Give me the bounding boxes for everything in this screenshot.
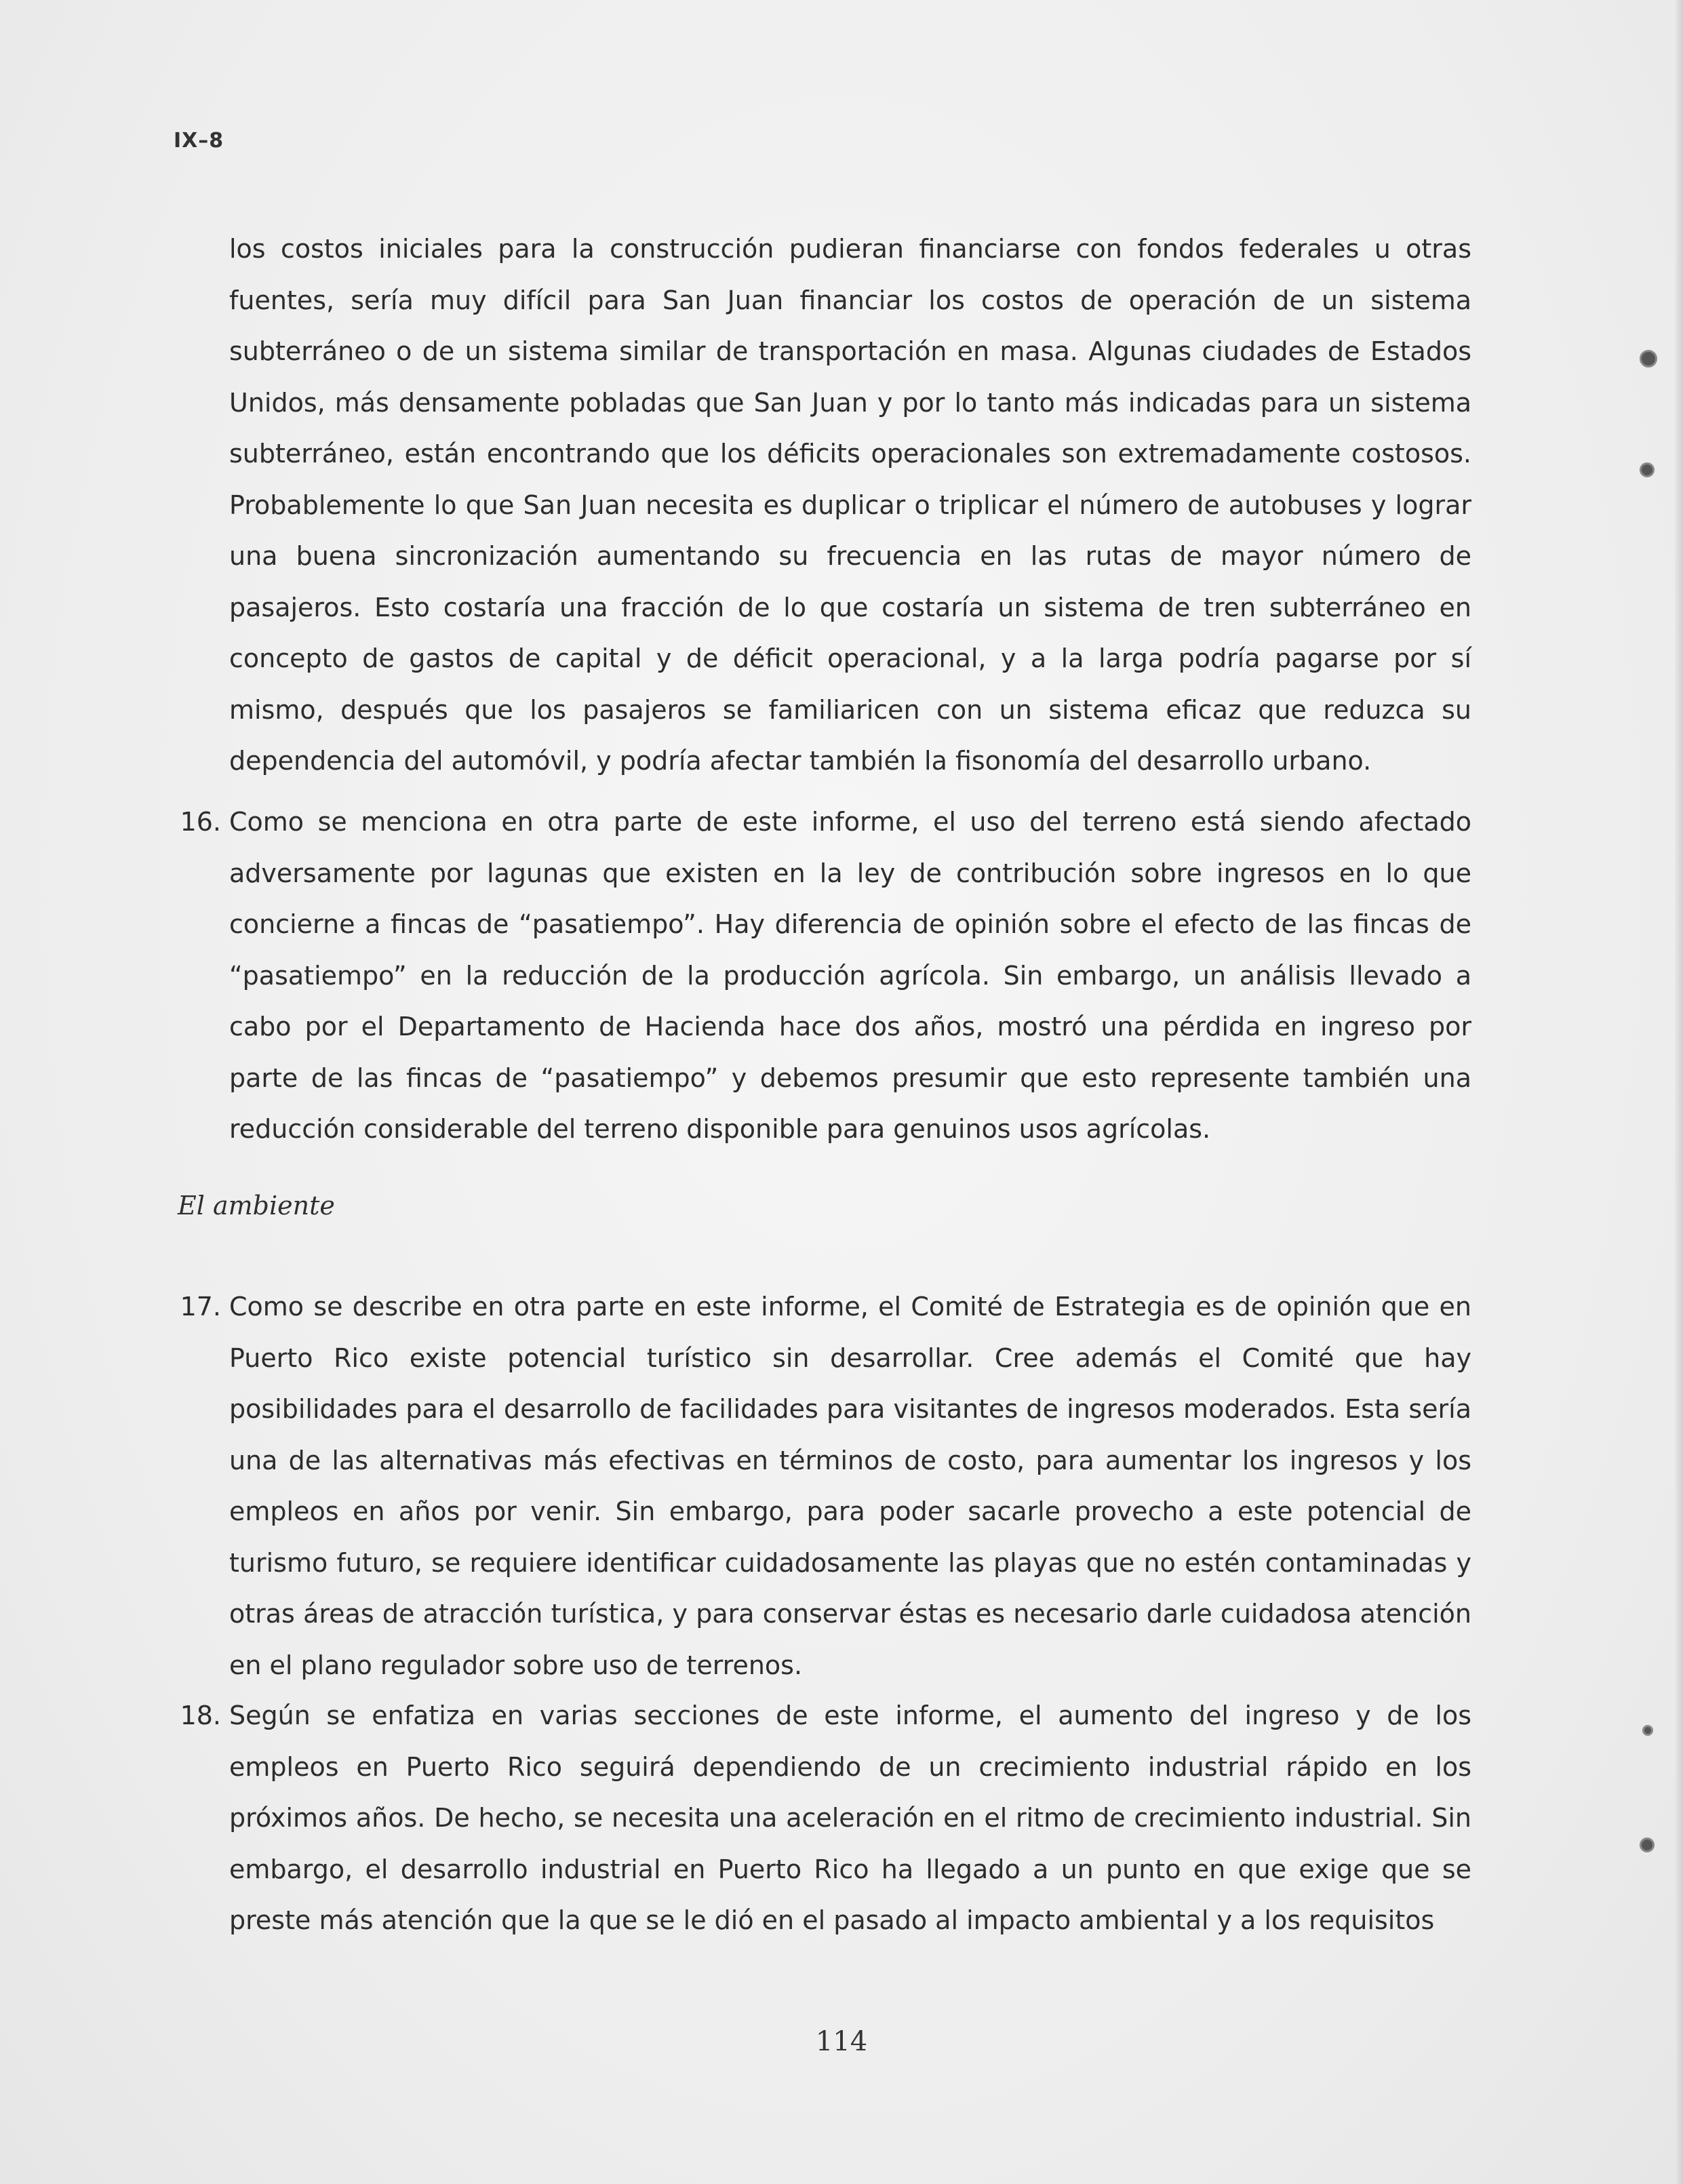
- paragraph-number: 17.: [180, 1292, 221, 1322]
- page-number: 114: [815, 2026, 868, 2057]
- numbered-paragraph-18: [180, 1690, 1471, 1947]
- paragraph-text: Como se menciona en otra parte de este informe, el uso del terreno está siendo afectado adversamente por lagunas que existen en la ley de contribución sobre ingresos en lo que concierne a fincas de “pasatiempo”. Hay diferencia de opinión sobre el efecto de las fincas de “pasatiempo” en la reducción de la producción agrícola. Sin embargo, un análisis llevado a cabo por el Departamento de Hacienda hace dos años, mostró una pérdida en ingreso por parte de las fincas de “pasatiempo” y debemos presumir que esto represente también una reducción considerable del terreno disponible para genuinos usos agrícolas.: [229, 807, 1471, 1144]
- binder-hole-mark: [1640, 350, 1657, 368]
- section-heading: El ambiente: [178, 1191, 335, 1220]
- numbered-paragraph-16: [180, 797, 1471, 1155]
- chapter-page-code: IX–8: [174, 129, 224, 153]
- numbered-paragraph-17: [180, 1282, 1471, 1691]
- intro-paragraph: los costos iniciales para la construcción pudieran financiarse con fondos federales u otras fuentes, sería muy difícil para San Juan financiar los costos de operación de un sistema subterráneo o de un sistema similar de transportación en masa. Algunas ciudades de Estados Unidos, más densamente pobladas que San Juan y por lo tanto más indicadas para un sistema subterráneo, están encontrando que los déficits operacionales son extremadamente costosos. Probablemente lo que San Juan necesita es duplicar o triplicar el número de autobuses y lograr una buena sincronización aumentando su frecuencia en las rutas de mayor número de pasajeros. Esto costaría una fracción de lo que costaría un sistema de tren subterráneo en concepto de gastos de capital y de déficit operacional, y a la larga podría pagarse por sí mismo, después que los pasajeros se familiaricen con un sistema eficaz que reduzca su dependencia del automóvil, y podría afectar también la fisonomía del desarrollo urbano.: [229, 234, 1471, 776]
- binder-hole-mark: [1642, 1725, 1653, 1736]
- paragraph-text: Según se enfatiza en varias secciones de este informe, el aumento del ingreso y de los empleos en Puerto Rico seguirá dependiendo de un crecimiento industrial rápido en los próximos años. De hecho, se necesita una aceleración en el ritmo de crecimiento industrial. Sin embargo, el desarrollo industrial en Puerto Rico ha llegado a un punto en que exige que se preste más atención que la que se le dió en el pasado al impacto ambiental y a los requisitos: [229, 1701, 1471, 1935]
- page-edge-shadow: [1675, 0, 1683, 2184]
- paragraph-number: 16.: [180, 807, 221, 837]
- paragraph-text: Como se describe en otra parte en este informe, el Comité de Estrategia es de opinión que en Puerto Rico existe potencial turístico sin desarrollar. Cree además el Comité que hay posibilidades para el desarrollo de facilidades para visitantes de ingresos moderados. Esta sería una de las alternativas más efectivas en términos de costo, para aumentar los ingresos y los empleos en años por venir. Sin embargo, para poder sacarle provecho a este potencial de turismo futuro, se requiere identificar cuidadosamente las playas que no estén contaminadas y otras áreas de atracción turística, y para conservar éstas es necesario darle cuidadosa atención en el plano regulador sobre uso de terrenos.: [229, 1292, 1471, 1680]
- binder-hole-mark: [1640, 462, 1655, 477]
- binder-hole-mark: [1640, 1838, 1655, 1852]
- paragraph-number: 18.: [180, 1701, 221, 1730]
